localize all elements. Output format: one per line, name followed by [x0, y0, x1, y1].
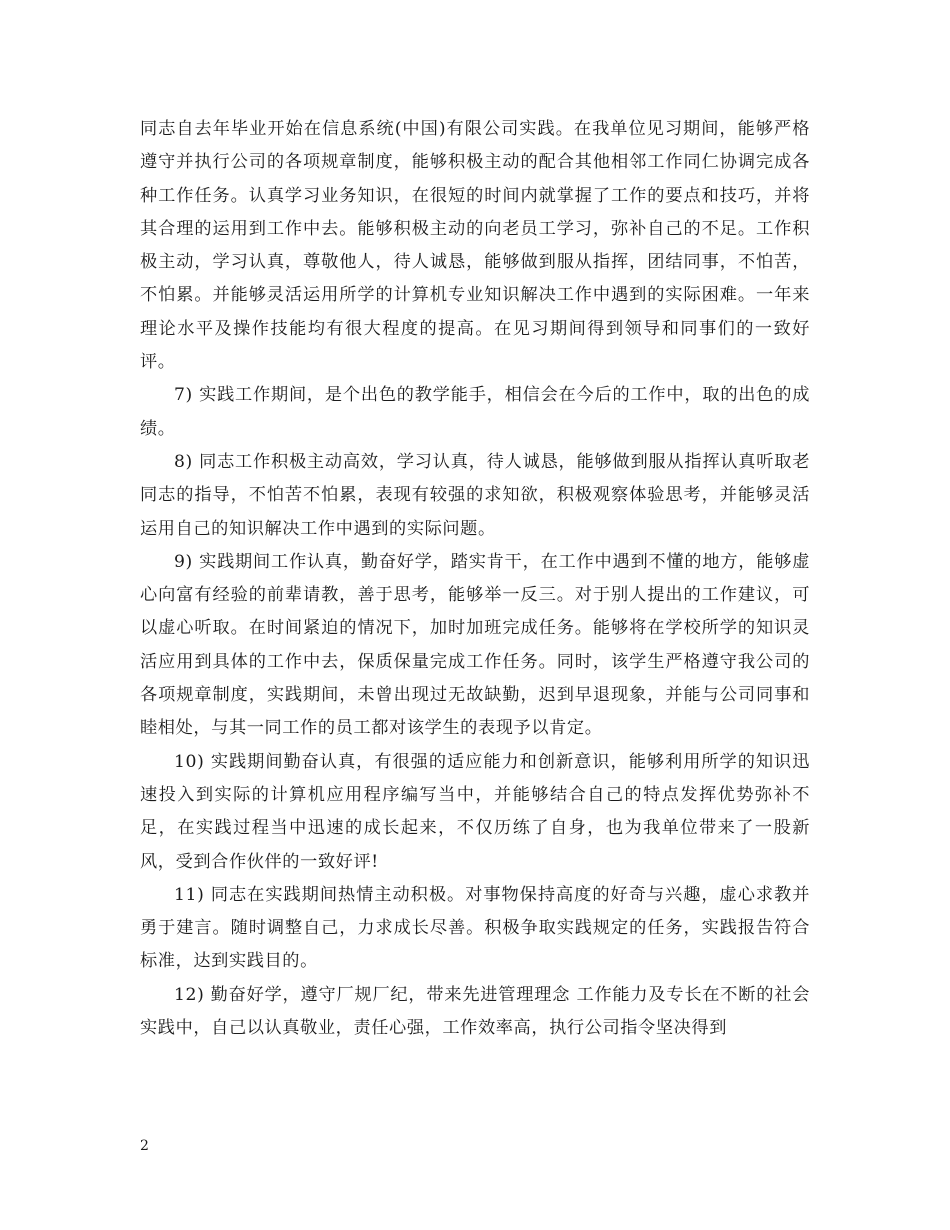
paragraph-item-9: 9) 实践期间工作认真，勤奋好学，踏实肯干，在工作中遇到不懂的地方，能够虚心向富有经验的前辈请教，善于思考，能够举一反三。对于别人提出的工作建议，可以虚心听取。在时间紧迫的情况下，加时加班完成任务。能够将在学校所学的知识灵活应用到具体的工作中去，保质保量完成工作任务。同时，该学生严格遵守我公司的各项规章制度，实践期间，未曾出现过无故缺勤，迟到早退现象，并能与公司同事和睦相处，与其一同工作的员工都对该学生的表现予以肯定。	[140, 551, 810, 739]
paragraph-intro: 同志自去年毕业开始在信息系统(中国)有限公司实践。在我单位见习期间，能够严格遵守并执行公司的各项规章制度，能够积极主动的配合其他相邻工作同仁协调完成各种工作任务。认真学习业务知识，在很短的时间内就掌握了工作的要点和技巧，并将其合理的运用到工作中去。能够积极主动的向老员工学习，弥补自己的不足。工作积极主动，学习认真，尊敬他人，待人诚恳，能够做到服从指挥，团结同事，不怕苦，不怕累。并能够灵活运用所学的计算机专业知识解决工作中遇到的实际困难。一年来理论水平及操作技能均有很大程度的提高。在见习期间得到领导和同事们的一致好评。	[140, 119, 810, 373]
paragraph-item-8: 8) 同志工作积极主动高效，学习认真，待人诚恳，能够做到服从指挥认真听取老同志的指导，不怕苦不怕累，表现有较强的求知欲，积极观察体验思考，并能够灵活运用自己的知识解决工作中遇到的实际问题。	[140, 451, 810, 539]
paragraph-item-11: 11) 同志在实践期间热情主动积极。对事物保持高度的好奇与兴趣，虚心求教并勇于建言。随时调整自己，力求成长尽善。积极争取实践规定的任务，实践报告符合标准，达到实践目的。	[140, 884, 810, 972]
document-body	[140, 113, 810, 1045]
paragraph-item-7: 7) 实践工作期间，是个出色的教学能手，相信会在今后的工作中，取的出色的成绩。	[140, 385, 810, 439]
paragraph-item-10: 10) 实践期间勤奋认真，有很强的适应能力和创新意识，能够利用所学的知识迅速投入到实际的计算机应用程序编写当中，并能够结合自己的特点发挥优势弥补不足，在实践过程当中迅速的成长起来，不仅历练了自身，也为我单位带来了一股新风，受到合作伙伴的一致好评!	[140, 751, 810, 872]
paragraph-item-12: 12) 勤奋好学，遵守厂规厂纪，带来先进管理理念 工作能力及专长在不断的社会实践中，自己以认真敬业，责任心强，工作效率高，执行公司指令坚决得到	[140, 984, 810, 1039]
page-number: 2	[140, 1138, 149, 1154]
